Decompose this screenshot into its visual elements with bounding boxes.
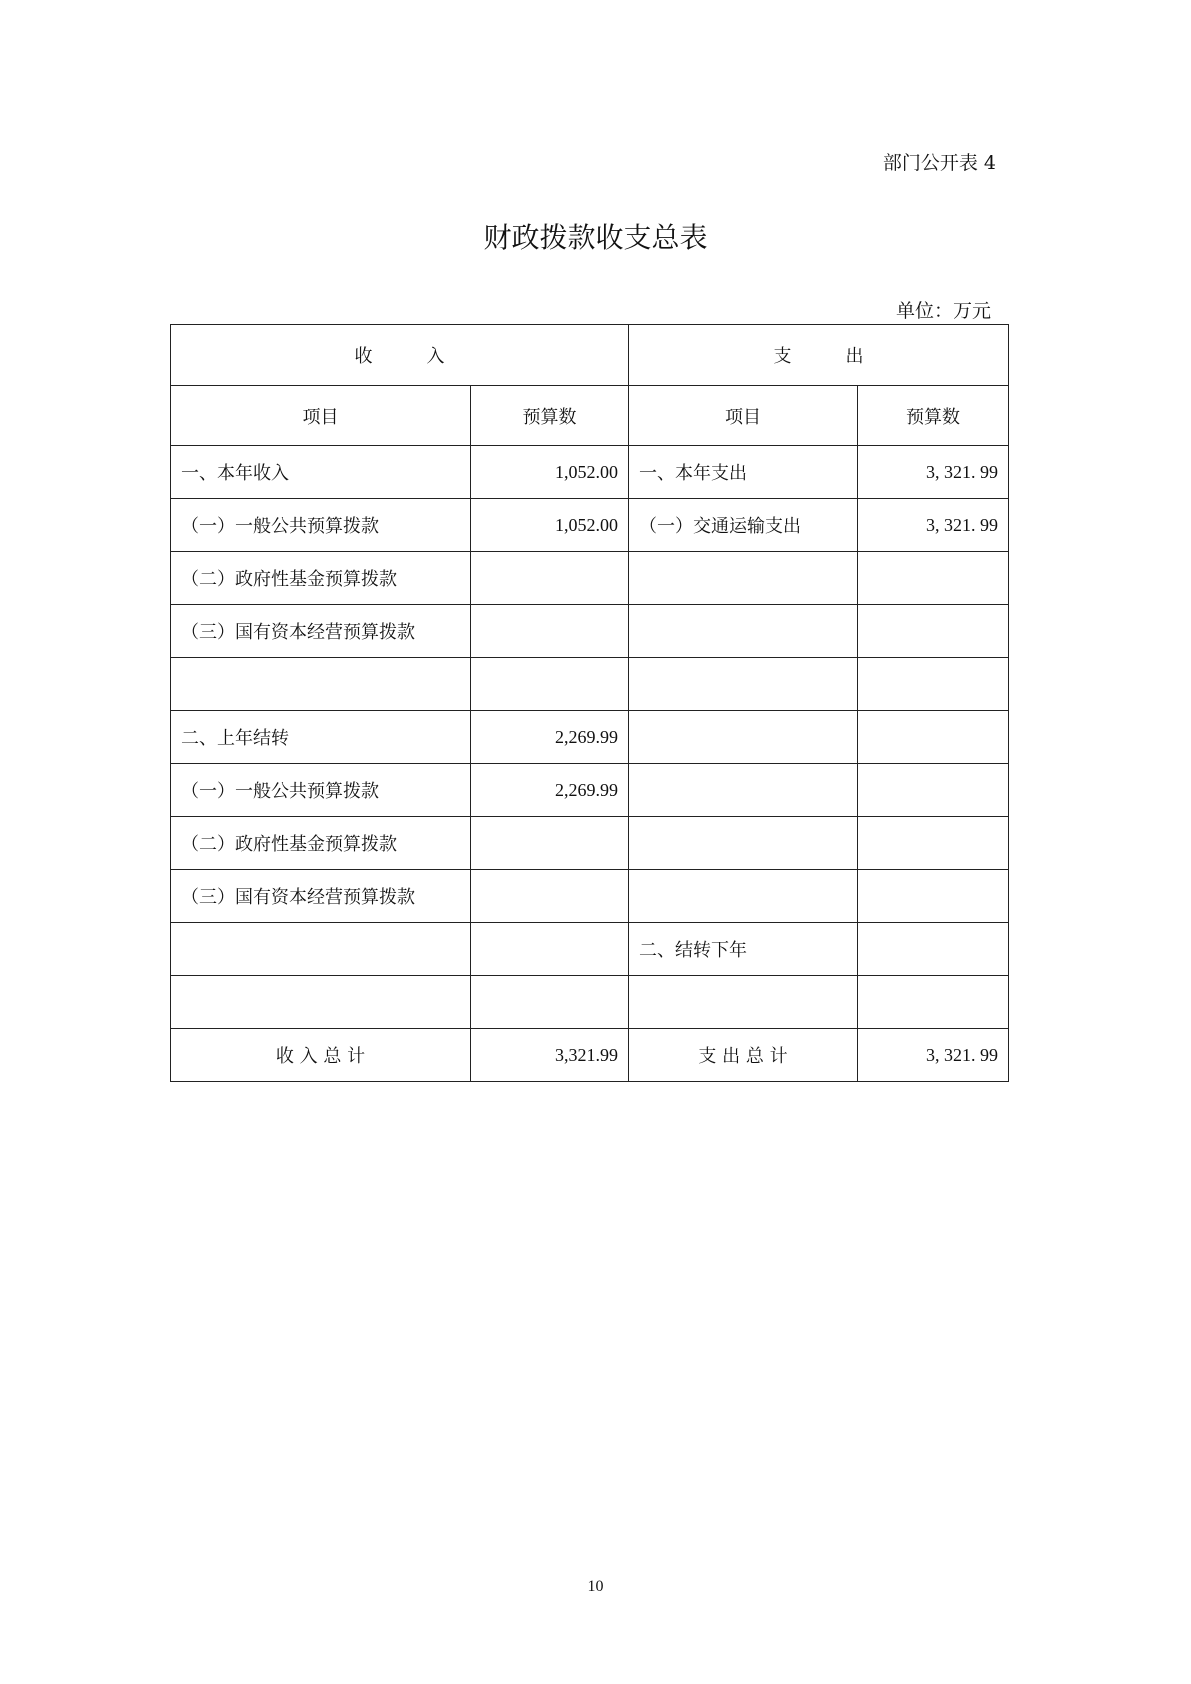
- expense-item-cell: [629, 817, 858, 870]
- income-item-cell: [171, 923, 471, 976]
- table-row: [171, 976, 1009, 1029]
- table-row: [171, 552, 1009, 605]
- expense-budget-cell: [858, 976, 1009, 1029]
- page-title: 财政拨款收支总表: [483, 221, 708, 254]
- expense-item-cell: [629, 764, 858, 817]
- expense-item-cell: [629, 605, 858, 658]
- table-row: [171, 446, 1009, 499]
- income-budget-cell: 1,052.00: [471, 499, 629, 552]
- unit-label: 单位：万元: [895, 300, 991, 322]
- income-budget-cell: 2,269.99: [471, 764, 629, 817]
- income-budget-cell: [471, 552, 629, 605]
- income-item-cell: [171, 658, 471, 711]
- income-item-cell: （三）国有资本经营预算拨款: [171, 605, 471, 658]
- expense-item-cell: [629, 711, 858, 764]
- expense-item-cell: [629, 552, 858, 605]
- expense-item-cell: [629, 658, 858, 711]
- income-header: 收 入: [171, 325, 629, 386]
- income-budget-header: 预算数: [471, 386, 629, 446]
- expense-budget-cell: 3, 321. 99: [858, 499, 1009, 552]
- income-budget-cell: [471, 605, 629, 658]
- income-budget-cell: [471, 870, 629, 923]
- expense-budget-cell: [858, 658, 1009, 711]
- income-budget-cell: 1,052.00: [471, 446, 629, 499]
- table-row: [171, 764, 1009, 817]
- income-item-cell: （二）政府性基金预算拨款: [171, 817, 471, 870]
- expense-budget-cell: [858, 870, 1009, 923]
- table-row: [171, 817, 1009, 870]
- budget-table: [170, 324, 1009, 1082]
- expense-item-header: 项目: [629, 386, 858, 446]
- income-item-cell: 一、本年收入: [171, 446, 471, 499]
- expense-budget-cell: [858, 817, 1009, 870]
- table-row: [171, 658, 1009, 711]
- expense-item-cell: 一、本年支出: [629, 446, 858, 499]
- table-row: [171, 923, 1009, 976]
- expense-total-value: 3, 321. 99: [858, 1029, 1009, 1082]
- expense-item-cell: [629, 976, 858, 1029]
- income-item-cell: 二、上年结转: [171, 711, 471, 764]
- table-row: [171, 605, 1009, 658]
- page-number: 10: [587, 1578, 604, 1595]
- expense-budget-cell: [858, 605, 1009, 658]
- expense-budget-header: 预算数: [858, 386, 1009, 446]
- income-item-cell: （三）国有资本经营预算拨款: [171, 870, 471, 923]
- income-total-value: 3,321.99: [471, 1029, 629, 1082]
- expense-item-cell: 二、结转下年: [629, 923, 858, 976]
- income-budget-cell: 2,269.99: [471, 711, 629, 764]
- income-item-cell: （一）一般公共预算拨款: [171, 764, 471, 817]
- income-item-cell: （一）一般公共预算拨款: [171, 499, 471, 552]
- table-row: [171, 870, 1009, 923]
- expense-budget-cell: [858, 711, 1009, 764]
- expense-item-cell: （一）交通运输支出: [629, 499, 858, 552]
- expense-item-cell: [629, 870, 858, 923]
- table-row: [171, 711, 1009, 764]
- expense-header: 支 出: [629, 325, 1009, 386]
- expense-budget-cell: 3, 321. 99: [858, 446, 1009, 499]
- table-tag: 部门公开表 4: [882, 152, 996, 174]
- table-row: [171, 499, 1009, 552]
- income-item-cell: （二）政府性基金预算拨款: [171, 552, 471, 605]
- income-budget-cell: [471, 658, 629, 711]
- expense-budget-cell: [858, 552, 1009, 605]
- income-total-label: 收 入 总 计: [171, 1029, 471, 1082]
- expense-budget-cell: [858, 764, 1009, 817]
- income-budget-cell: [471, 976, 629, 1029]
- income-budget-cell: [471, 817, 629, 870]
- income-budget-cell: [471, 923, 629, 976]
- expense-budget-cell: [858, 923, 1009, 976]
- income-item-cell: [171, 976, 471, 1029]
- expense-total-label: 支 出 总 计: [629, 1029, 858, 1082]
- income-item-header: 项目: [171, 386, 471, 446]
